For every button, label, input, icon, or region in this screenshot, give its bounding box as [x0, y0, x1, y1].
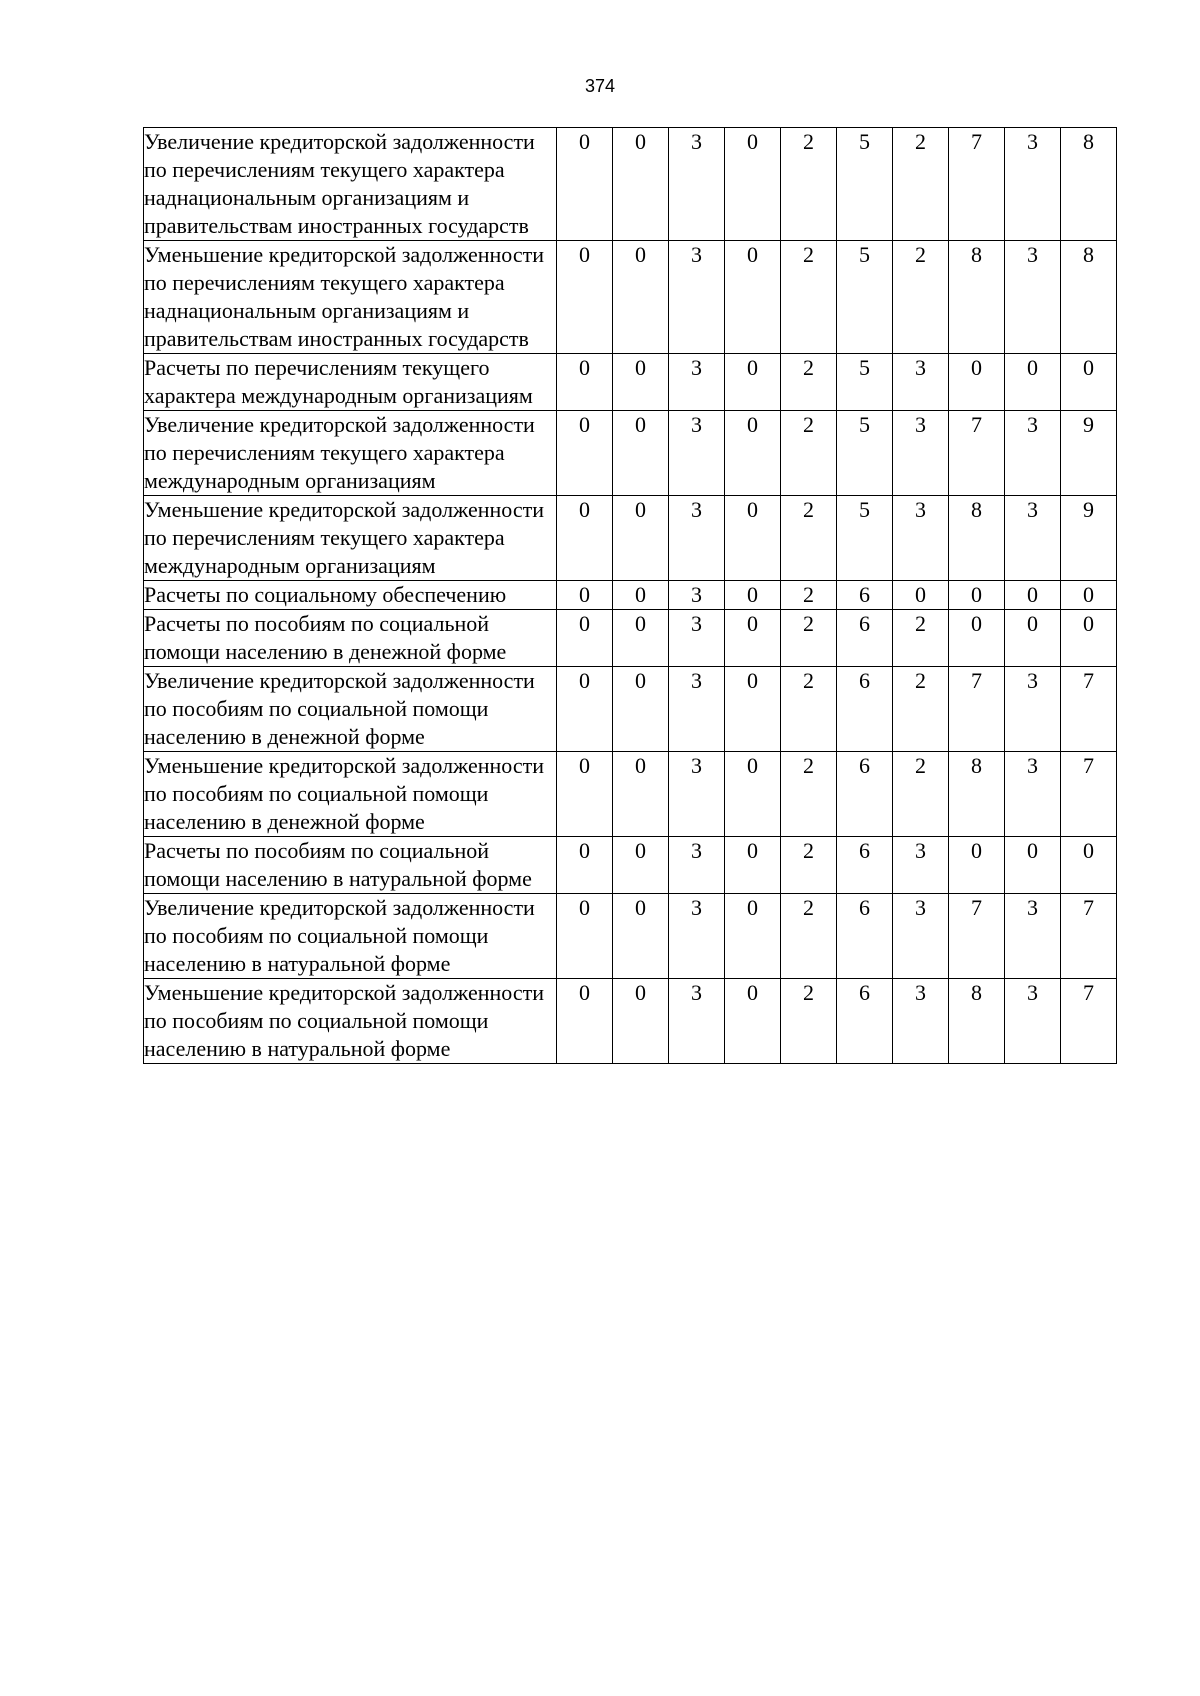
code-digit-cell: 3 — [669, 354, 725, 411]
code-digit-cell: 7 — [949, 894, 1005, 979]
account-name-cell: Уменьшение кредиторской задолженности по пособиям по социальной помощи населению в денежной форме — [144, 752, 557, 837]
code-digit-cell: 0 — [725, 752, 781, 837]
code-digit-cell: 3 — [1005, 411, 1061, 496]
code-digit-cell: 0 — [613, 752, 669, 837]
code-digit-cell: 3 — [669, 752, 725, 837]
code-digit-cell: 0 — [725, 354, 781, 411]
code-digit-cell: 2 — [781, 667, 837, 752]
code-digit-cell: 3 — [669, 411, 725, 496]
code-digit-cell: 3 — [669, 667, 725, 752]
code-digit-cell: 0 — [557, 610, 613, 667]
code-digit-cell: 0 — [1061, 837, 1117, 894]
code-digit-cell: 3 — [1005, 667, 1061, 752]
code-digit-cell: 3 — [893, 354, 949, 411]
code-digit-cell: 2 — [893, 241, 949, 354]
code-digit-cell: 3 — [669, 837, 725, 894]
code-digit-cell: 8 — [949, 979, 1005, 1064]
code-digit-cell: 0 — [725, 894, 781, 979]
code-digit-cell: 6 — [837, 610, 893, 667]
table-row — [144, 979, 1117, 1064]
account-name-cell: Уменьшение кредиторской задолженности по пособиям по социальной помощи населению в натуральной форме — [144, 979, 557, 1064]
code-digit-cell: 3 — [669, 241, 725, 354]
account-name-cell: Увеличение кредиторской задолженности по перечислениям текущего характера международным организациям — [144, 411, 557, 496]
table-row — [144, 894, 1117, 979]
table-row — [144, 411, 1117, 496]
account-name-cell: Расчеты по пособиям по социальной помощи населению в денежной форме — [144, 610, 557, 667]
code-digit-cell: 6 — [837, 667, 893, 752]
account-name-cell: Увеличение кредиторской задолженности по пособиям по социальной помощи населению в денежной форме — [144, 667, 557, 752]
code-digit-cell: 0 — [613, 241, 669, 354]
code-digit-cell: 0 — [725, 979, 781, 1064]
table-row — [144, 128, 1117, 241]
code-digit-cell: 0 — [1061, 581, 1117, 610]
code-digit-cell: 0 — [613, 496, 669, 581]
code-digit-cell: 3 — [893, 837, 949, 894]
code-digit-cell: 0 — [557, 894, 613, 979]
code-digit-cell: 7 — [949, 667, 1005, 752]
code-digit-cell: 0 — [1005, 837, 1061, 894]
code-digit-cell: 3 — [669, 581, 725, 610]
code-digit-cell: 2 — [781, 411, 837, 496]
code-digit-cell: 0 — [613, 667, 669, 752]
code-digit-cell: 2 — [781, 752, 837, 837]
code-digit-cell: 2 — [781, 128, 837, 241]
code-digit-cell: 2 — [893, 610, 949, 667]
code-digit-cell: 0 — [613, 411, 669, 496]
code-digit-cell: 2 — [781, 496, 837, 581]
code-digit-cell: 3 — [669, 128, 725, 241]
code-digit-cell: 0 — [557, 354, 613, 411]
code-digit-cell: 6 — [837, 837, 893, 894]
code-digit-cell: 0 — [725, 610, 781, 667]
table-row — [144, 837, 1117, 894]
code-digit-cell: 2 — [893, 128, 949, 241]
code-digit-cell: 8 — [949, 241, 1005, 354]
code-digit-cell: 0 — [725, 241, 781, 354]
code-digit-cell: 8 — [949, 752, 1005, 837]
code-digit-cell: 0 — [893, 581, 949, 610]
table-row — [144, 581, 1117, 610]
code-digit-cell: 0 — [725, 496, 781, 581]
code-digit-cell: 3 — [1005, 894, 1061, 979]
code-digit-cell: 0 — [1005, 354, 1061, 411]
code-digit-cell: 7 — [1061, 667, 1117, 752]
code-digit-cell: 7 — [949, 411, 1005, 496]
code-digit-cell: 0 — [613, 581, 669, 610]
code-digit-cell: 7 — [1061, 894, 1117, 979]
code-digit-cell: 7 — [949, 128, 1005, 241]
code-digit-cell: 3 — [669, 496, 725, 581]
code-digit-cell: 0 — [613, 354, 669, 411]
table-row — [144, 752, 1117, 837]
code-digit-cell: 3 — [1005, 752, 1061, 837]
code-digit-cell: 0 — [613, 610, 669, 667]
code-digit-cell: 5 — [837, 241, 893, 354]
code-digit-cell: 0 — [1061, 354, 1117, 411]
code-digit-cell: 2 — [781, 979, 837, 1064]
code-digit-cell: 0 — [725, 837, 781, 894]
code-digit-cell: 0 — [1005, 581, 1061, 610]
code-digit-cell: 3 — [669, 979, 725, 1064]
code-digit-cell: 2 — [893, 667, 949, 752]
code-digit-cell: 5 — [837, 496, 893, 581]
account-name-cell: Уменьшение кредиторской задолженности по перечислениям текущего характера международным организациям — [144, 496, 557, 581]
code-digit-cell: 0 — [725, 581, 781, 610]
code-digit-cell: 3 — [893, 496, 949, 581]
code-digit-cell: 9 — [1061, 496, 1117, 581]
code-digit-cell: 0 — [613, 894, 669, 979]
code-digit-cell: 8 — [949, 496, 1005, 581]
code-digit-cell: 3 — [893, 979, 949, 1064]
code-digit-cell: 0 — [725, 128, 781, 241]
code-digit-cell: 5 — [837, 128, 893, 241]
code-digit-cell: 0 — [949, 610, 1005, 667]
code-digit-cell: 6 — [837, 581, 893, 610]
code-digit-cell: 3 — [893, 411, 949, 496]
code-digit-cell: 7 — [1061, 979, 1117, 1064]
table-row — [144, 496, 1117, 581]
code-digit-cell: 0 — [613, 979, 669, 1064]
code-digit-cell: 0 — [557, 752, 613, 837]
code-digit-cell: 0 — [613, 837, 669, 894]
code-digit-cell: 5 — [837, 411, 893, 496]
code-digit-cell: 2 — [781, 837, 837, 894]
code-digit-cell: 6 — [837, 979, 893, 1064]
code-digit-cell: 0 — [1005, 610, 1061, 667]
account-name-cell: Увеличение кредиторской задолженности по пособиям по социальной помощи населению в натуральной форме — [144, 894, 557, 979]
code-digit-cell: 0 — [557, 667, 613, 752]
code-digit-cell: 0 — [557, 837, 613, 894]
code-digit-cell: 7 — [1061, 752, 1117, 837]
code-digit-cell: 3 — [1005, 979, 1061, 1064]
code-digit-cell: 2 — [781, 354, 837, 411]
code-digit-cell: 0 — [557, 581, 613, 610]
code-digit-cell: 0 — [725, 667, 781, 752]
code-digit-cell: 2 — [781, 610, 837, 667]
code-digit-cell: 0 — [557, 979, 613, 1064]
table-row — [144, 667, 1117, 752]
table-body — [144, 128, 1117, 1064]
code-digit-cell: 3 — [1005, 128, 1061, 241]
code-digit-cell: 0 — [949, 581, 1005, 610]
code-digit-cell: 0 — [949, 354, 1005, 411]
code-digit-cell: 3 — [1005, 241, 1061, 354]
code-digit-cell: 0 — [613, 128, 669, 241]
code-digit-cell: 3 — [669, 894, 725, 979]
code-digit-cell: 5 — [837, 354, 893, 411]
code-digit-cell: 9 — [1061, 411, 1117, 496]
account-name-cell: Расчеты по социальному обеспечению — [144, 581, 557, 610]
table-row — [144, 241, 1117, 354]
code-digit-cell: 2 — [781, 581, 837, 610]
account-name-cell: Увеличение кредиторской задолженности по перечислениям текущего характера наднациональным организациям и правительствам иностранных государств — [144, 128, 557, 241]
code-digit-cell: 3 — [893, 894, 949, 979]
account-codes-table — [143, 127, 1117, 1064]
account-name-cell: Расчеты по пособиям по социальной помощи населению в натуральной форме — [144, 837, 557, 894]
page-number: 374 — [584, 76, 616, 96]
code-digit-cell: 0 — [557, 128, 613, 241]
code-digit-cell: 2 — [781, 894, 837, 979]
table-row — [144, 354, 1117, 411]
code-digit-cell: 0 — [725, 411, 781, 496]
code-digit-cell: 0 — [949, 837, 1005, 894]
code-digit-cell: 2 — [893, 752, 949, 837]
account-name-cell: Расчеты по перечислениям текущего характера международным организациям — [144, 354, 557, 411]
code-digit-cell: 6 — [837, 894, 893, 979]
code-digit-cell: 6 — [837, 752, 893, 837]
code-digit-cell: 3 — [669, 610, 725, 667]
code-digit-cell: 0 — [557, 496, 613, 581]
code-digit-cell: 8 — [1061, 128, 1117, 241]
code-digit-cell: 8 — [1061, 241, 1117, 354]
code-digit-cell: 3 — [1005, 496, 1061, 581]
code-digit-cell: 0 — [557, 241, 613, 354]
code-digit-cell: 0 — [557, 411, 613, 496]
code-digit-cell: 0 — [1061, 610, 1117, 667]
account-name-cell: Уменьшение кредиторской задолженности по перечислениям текущего характера наднациональным организациям и правительствам иностранных государств — [144, 241, 557, 354]
code-digit-cell: 2 — [781, 241, 837, 354]
table-row — [144, 610, 1117, 667]
